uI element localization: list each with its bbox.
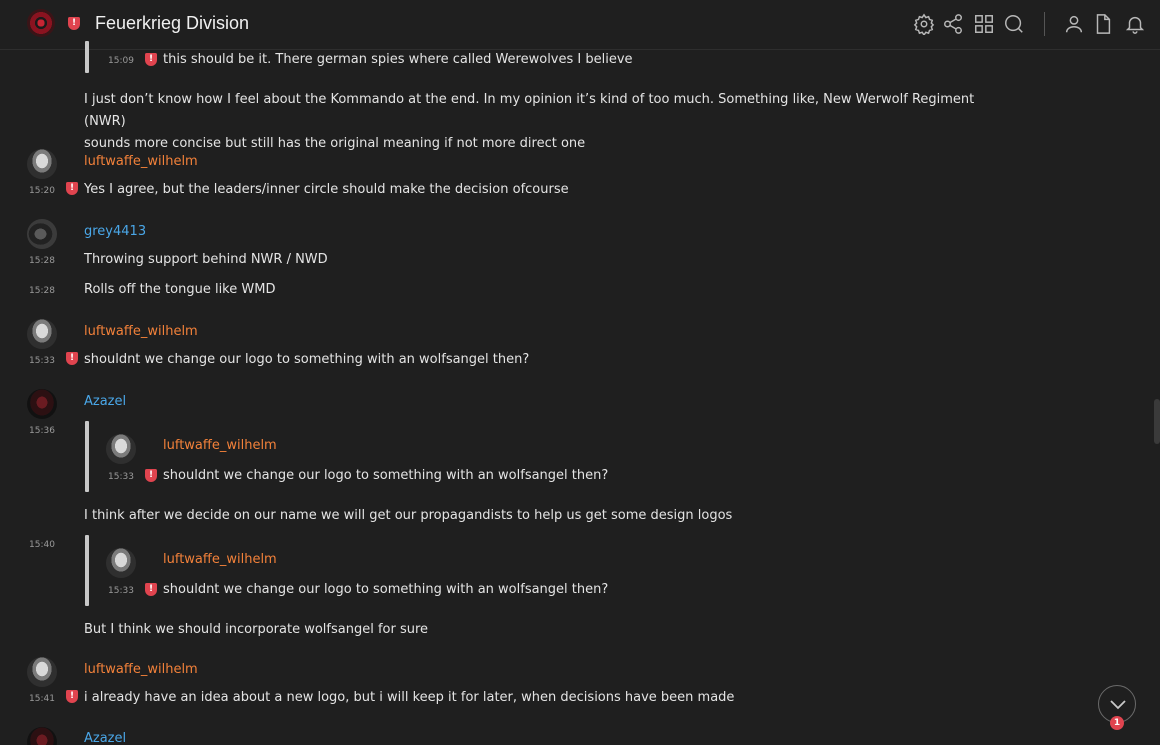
quoted-message-text: shouldnt we change our logo to something with an wolfsangel then? [163,582,609,597]
chevron-down-icon [1109,698,1127,712]
quoted-message-text: shouldnt we change our logo to something with an wolfsangel then? [163,468,609,483]
files-icon[interactable] [1092,13,1114,35]
shield-icon: ! [145,53,157,66]
shield-icon: ! [145,583,157,596]
message-text: Rolls off the tongue like WMD [84,282,276,297]
message-text: shouldnt we change our logo to something with an wolfsangel then? [84,352,530,367]
timestamp: 15:28 [29,256,55,266]
timestamp: 15:28 [29,286,55,296]
timestamp: 15:33 [108,472,134,482]
timestamp: 15:33 [108,586,134,596]
avatar[interactable] [27,219,57,249]
timestamp: 15:41 [29,694,55,704]
message-text: i already have an idea about a new logo, but i will keep it for later, when decisions have been made [84,690,735,705]
shield-icon: ! [66,690,78,703]
timestamp: 15:40 [29,540,55,550]
shield-icon: ! [145,469,157,482]
search-icon[interactable] [1003,13,1025,35]
room-title[interactable]: Feuerkrieg Division [95,13,250,33]
quote-bar [85,421,89,492]
timestamp: 15:20 [29,186,55,196]
avatar[interactable] [27,319,57,349]
quote-bar [85,535,89,606]
room-header [0,0,1160,50]
avatar[interactable] [27,389,57,419]
timestamp: 15:09 [108,56,134,66]
scrollbar-thumb[interactable] [1154,399,1160,444]
username[interactable]: luftwaffe_wilhelm [84,662,198,677]
quoted-message-text: this should be it. There german spies where called Werewolves I believe [163,52,633,67]
username[interactable]: Azazel [84,731,127,745]
quote-avatar[interactable] [106,434,136,464]
timestamp: 15:33 [29,356,55,366]
quote-username[interactable]: luftwaffe_wilhelm [163,438,277,453]
avatar[interactable] [27,657,57,687]
message-text: Yes I agree, but the leaders/inner circle should make the decision ofcourse [84,182,569,197]
message-text: I think after we decide on our name we will get our propagandists to help us get some design logos [84,508,733,523]
members-icon[interactable] [1063,13,1085,35]
username[interactable]: luftwaffe_wilhelm [84,154,198,169]
apps-grid-icon[interactable] [973,13,995,35]
message-text: But I think we should incorporate wolfsangel for sure [84,622,429,637]
message-text: Throwing support behind NWR / NWD [84,252,328,267]
username[interactable]: Azazel [84,394,127,409]
shield-icon: ! [66,182,78,195]
timestamp: 15:36 [29,426,55,436]
share-icon[interactable] [942,13,964,35]
header-divider [1044,12,1045,36]
notifications-icon[interactable] [1124,13,1146,35]
unread-count-badge: 1 [1110,716,1124,730]
message-line: sounds more concise but still has the original meaning if not more direct one [84,136,586,151]
message-timeline[interactable] [0,51,1160,745]
message-text [84,89,1004,155]
username[interactable]: grey4413 [84,224,147,239]
quote-username[interactable]: luftwaffe_wilhelm [163,552,277,567]
avatar[interactable] [27,149,57,179]
shield-icon: ! [66,352,78,365]
settings-icon[interactable] [913,13,935,35]
room-avatar[interactable] [27,9,55,37]
quote-bar [85,41,89,73]
quote-avatar[interactable] [106,548,136,578]
avatar[interactable] [27,727,57,745]
message-line: I just don’t know how I feel about the Kommando at the end. In my opinion it’s kind of too much. Something like, New Werwolf Regiment (NWR) [84,92,975,129]
username[interactable]: luftwaffe_wilhelm [84,324,198,339]
shield-icon: ! [68,17,80,30]
